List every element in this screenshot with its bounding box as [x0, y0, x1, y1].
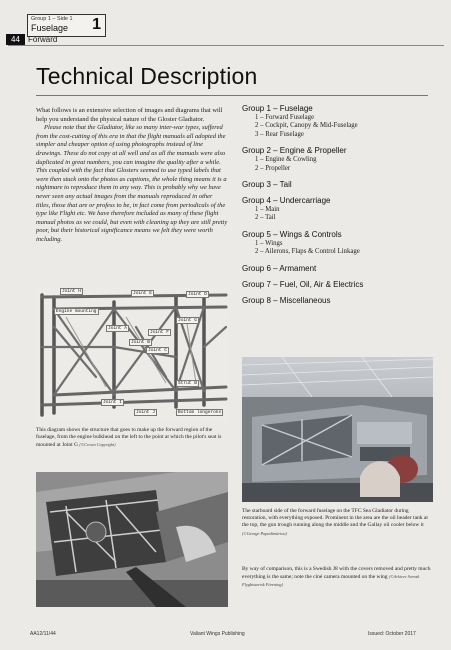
group-title: Group 3 – Tail [242, 180, 292, 190]
group-title: Group 7 – Fuel, Oil, Air & Electrics [242, 279, 364, 289]
group-subitem: 1 – Wings [255, 239, 283, 247]
intro-paragraph-1: What follows is an extensive selection of images and diagrams that will help you understand the physical nature of the Gloster Gladiator. [36, 107, 223, 123]
museum-caption-credit: (©George Papadimitriou) [242, 530, 287, 536]
fuselage-structure-diagram [36, 287, 228, 422]
footer-code: AA12/11/44 [30, 631, 56, 637]
diagram-caption-credit: (©Crown Copyright) [79, 442, 116, 448]
diagram-label: Joint D [188, 292, 207, 297]
group-subitem: 2 – Cockpit, Canopy & Mid-Fuselage [255, 122, 358, 130]
diagram-label: Engine mounting [56, 309, 97, 314]
diagram-label: Joint G [178, 318, 197, 323]
group-title: Group 4 – Undercarriage [242, 196, 331, 206]
group-entry [242, 280, 432, 289]
header-rule [8, 34, 444, 46]
diagram-label: Joint E [133, 291, 152, 296]
section-title: Fuselage [31, 23, 69, 33]
group-entry [242, 104, 432, 139]
diagram-label: Joint F [150, 330, 169, 335]
diagram-label: Joint B [131, 340, 150, 345]
footer-publisher: Valiant Wings Publishing [190, 631, 245, 637]
diagram-label: Joint J [136, 410, 155, 415]
diagram-label: Bottom longerons [178, 410, 222, 415]
diagram-caption [36, 427, 226, 450]
group-subitem: 1 – Forward Fuselage [255, 114, 315, 121]
group-title: Group 5 – Wings & Controls [242, 229, 342, 239]
diagram-label: Joint I [103, 400, 122, 405]
diagram-label: Strut B [178, 381, 197, 386]
group-entry [242, 230, 432, 257]
group-title: Group 2 – Engine & Propeller [242, 146, 347, 156]
diagram-label: Joint C [148, 348, 167, 353]
j8-photo-svg [36, 472, 228, 607]
title-divider [36, 95, 428, 96]
group-entry [242, 180, 432, 189]
group-subitem: 1 – Main [255, 206, 280, 214]
footer-issue-date: Issued: October 2017 [368, 631, 416, 637]
group-side-label: Group 1 – Side 1 [31, 16, 73, 22]
group-subitem: 2 – Ailerons, Flaps & Control Linkage [255, 248, 360, 256]
diagram-label: Joint A [108, 326, 127, 331]
restoration-photo-svg [242, 357, 433, 502]
group-subitem: 2 – Tail [255, 214, 276, 222]
group-subitem: 3 – Rear Fuselage [255, 130, 304, 138]
group-entry [242, 196, 432, 223]
group-entry [242, 264, 432, 273]
swedish-caption-text: By way of comparison, this is a Swedish J8 with the covers removed and pretty much everything is the same; note the ciné camera mounted on the wing [242, 566, 431, 581]
subsection-label: Forward [28, 35, 58, 44]
museum-caption-text: The starboard side of the forward fuselage on the TFC Sea Gladiator during restoration, with everything exposed. Prominent in the area are the oil header tank at the top, the gun trough running along the middle and the Gallay oil cooler below it [242, 508, 428, 529]
group-entry [242, 146, 432, 173]
group-entry [242, 296, 432, 305]
group-title: Group 8 – Miscellaneous [242, 295, 331, 305]
swedish-photo-caption [242, 566, 432, 590]
intro-paragraph-2: Please note that the Gladiator, like so many inter-war types, suffered from the cost-cutting of this era in that the flight manuals all adopted the simpler and cheaper option of using photographs instead of line drawings. These do not copy at all well and as all the manuals were also duplicated in great numbers, you can imagine the quality after a while. This coupled with the fact that Glosters seemed to use typed labels that were then stuck onto the photos as captions, the whole thing means it is a nightmare to reproduce them in any way. This is probably why we have never seen any actual images from the manuals reproduced in other titles, those that are or profess to be, in fact come from periodicals of the type like Flight etc. We have therefore included as many of these flight manual photos as we could, but even with cleaning up they are still pretty poor, but their historical significance means we felt they were worth including. [36, 124, 228, 243]
section-number: 1 [92, 16, 101, 33]
group-title: Group 1 – Fuselage [242, 104, 313, 113]
swedish-j8-photo [36, 472, 228, 607]
page-number: 44 [6, 34, 25, 45]
group-title: Group 6 – Armament [242, 263, 317, 273]
sea-gladiator-restoration-photo [242, 357, 433, 502]
diagram-caption-text: This diagram shows the structure that goes to make up the forward region of the fuselage, from the engine bulkhead on the left to the point at which the pilot's seat is mounted at Joint G [36, 427, 222, 449]
group-contents-list [242, 104, 432, 312]
intro-text [36, 107, 228, 245]
swedish-caption-credit: (©Arkiver Svensk Flyghistorisk Förening) [242, 574, 420, 588]
group-subitem: 1 – Engine & Cowling [255, 156, 317, 164]
diagram-label: Joint H [62, 289, 81, 294]
museum-photo-caption [242, 508, 432, 538]
page-title: Technical Description [36, 63, 258, 89]
group-subitem: 2 – Propeller [255, 164, 291, 172]
